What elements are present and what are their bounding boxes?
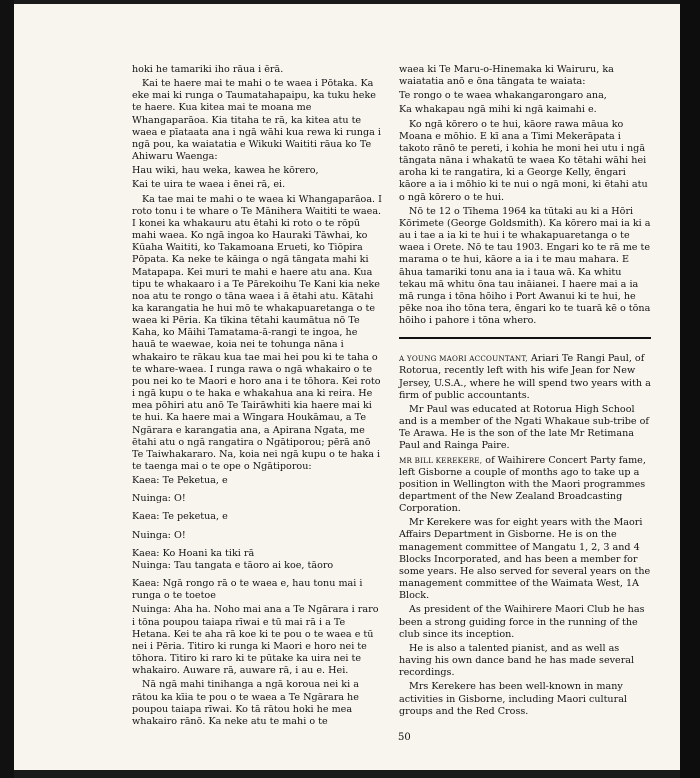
news-body: Ariari Te Rangi Paul, of Rotorua, recently left with his wife Jean for New Jersey, U.S.A., where he will spend two years with a firm of public accountants.	[399, 353, 651, 401]
paragraph: Kaea: Ngā rongo rā o te waea e, hau tonu mai i runga o te toetoe	[132, 578, 363, 602]
news-body: of Waihirere Concert Party fame, left Gisborne a couple of months ago to take up a position in Wellington with the Maori programmes department of the New Zealand Broadcasting Corporation.	[399, 454, 646, 515]
paragraph: Nuinga: Aha ha. Noho mai ana a Te Ngārara i raro i tōna poupou taiapa rīwai e tū mai rā i a Te Hetana. Kei te aha rā koe ki te pou o te waea e tū nei i Pēria. Titiro ki runga ki Maori e horo nei te tōhora. Titiro ki raro ki te pūtake ka uira nei te whakairo. Auware rā, auware rā, i au e. Hei.	[132, 604, 379, 677]
paragraph: hoki he tamariki iho rāua i ērā.	[132, 64, 284, 75]
news-body: As president of the Waihirere Maori Club he has been a strong guiding force in the running of the club since its inception.	[399, 604, 645, 640]
right-column-news-items	[399, 353, 651, 718]
scan-edge-left	[0, 0, 14, 778]
page-number: 50	[398, 732, 411, 743]
paragraph: Nō te 12 o Tīhema 1964 ka tūtaki au ki a Hōri Kōrimete (George Goldsmith). Ka kōrero mai ia ki a au i tae a ia ki te hui i te whakapuaretanga o te waea i Orete. Nō te tau 1903. Engari ko te rā me te marama o te hui, kāore a ia i te mau mahara. E āhua tamariki tonu ana ia i taua wā. Ka whitu tekau mā whitu ōna tau ināianei. I haere mai a ia mā runga i tōna hōiho i Port Awanui ki te hui, he pēke noa iho tōna tera, ēngari ko te tuarā kē o tōna hōiho i pahore i tōna whero.	[399, 205, 651, 327]
paragraph: Kai te uira te waea i ēnei rā, ei.	[132, 179, 286, 191]
news-body: Mr Kerekere was for eight years with the Maori Affairs Department in Gisborne. He is on the management committee of Mangatu 1, 2, 3 and 4 Blocks Incorporated, and has been a member for some years. He also served for several years on the management committee of the Waimata West, 1A Block.	[399, 517, 651, 602]
paragraph: Ka whakapau ngā mihi ki ngā kaimahi e.	[399, 104, 597, 116]
paragraph: Kaea: Te peketua, e	[132, 511, 228, 523]
left-column	[132, 64, 384, 730]
news-paragraph	[399, 604, 651, 640]
paragraph: Ko ngā kōrero o te hui, kāore rawa māua ko Moana e mōhio. E kī ana a Timi Mekerāpata i takoto rānō te pereti, i kohia he moni hei utu i ngā tāngata nāna i whakatū te waea Ko tētahi wāhi hei aroha ki te rangatira, ki a George Kelly, ēngari kāore a ia i mōhio ki te nui o ngā moni, ki ētahi atu o ngā kōrero o te hui.	[399, 118, 648, 203]
news-paragraph	[399, 353, 651, 402]
right-column-maori-text	[399, 64, 651, 327]
right-column	[399, 64, 651, 720]
paragraph: Nuinga: Tau tangata e tāoro ai koe, tāoro	[132, 559, 334, 571]
paragraph: Te rongo o te waea whakangarongaro ana,	[399, 90, 607, 102]
paragraph: Kaea: Te Peketua, e	[132, 475, 228, 487]
paragraph: Nā ngā mahi tinihanga a ngā koroua nei ki a rātou ka kīia te pou o te waea a Te Ngārara he poupou taiapa rīwai. Ko tā rātou hoki he mea whakairo rānō. Ka neke atu te mahi o te	[132, 679, 359, 727]
news-paragraph	[399, 681, 651, 717]
news-paragraph	[399, 455, 651, 516]
news-body: He is also a talented pianist, and as well as having his own dance band he has made several recordings.	[399, 642, 635, 679]
news-lead-caps: MR BILL KEREKERE,	[399, 455, 483, 465]
scan-edge-right	[680, 0, 700, 778]
paragraph: Nuinga: O!	[132, 493, 186, 505]
paragraph: Hau wiki, hau weka, kawea he kōrero,	[132, 165, 319, 177]
news-paragraph	[399, 404, 651, 453]
news-paragraph	[399, 643, 651, 679]
paragraph: Kaea: Ko Hoani ka tiki rā	[132, 547, 255, 559]
paragraph: Nuinga: O!	[132, 529, 186, 541]
section-divider	[399, 337, 651, 339]
news-lead-caps: A YOUNG MAORI ACCOUNTANT,	[399, 354, 528, 364]
news-paragraph	[399, 517, 651, 602]
paragraph: waea ki Te Maru-o-Hinemaka ki Wairuru, ka waiatatia anō e ōna tāngata te waiata:	[399, 64, 614, 88]
news-body: Mrs Kerekere has been well-known in many activities in Gisborne, including Maori cultural groups and the Red Cross.	[399, 681, 627, 717]
paragraph: Kai te haere mai te mahi o te waea i Pōtaka. Ka eke mai ki runga o Taumatahapaipu, ka tuku heke te haere. Kua kitea mai te moana me Whangaparāoa. Kia titaha te rā, ka kitea atu te waea e pīataata ana i ngā wāhi kua rewa ki runga i ngā pou, ka waiatatia e Wikuki Waititi rāua ko Te Ahiwaru Waenga:	[132, 78, 381, 163]
news-body: Mr Paul was educated at Rotorua High School and is a member of the Ngati Whakaue sub-tribe of Te Arawa. He is the son of the late Mr Retimana Paul and Rainga Paire.	[399, 403, 649, 452]
paragraph: Ka tae mai te mahi o te waea ki Whangaparāoa. I roto tonu i te whare o Te Mānihera Waititi te waea. I konei ka whakauru atu ētahi ki roto o te rōpū mahi waea. Ko ngā ingoa ko Hauraki Tāwhai, ko Kūaha Waititi, ko Takamoana Erueti, ko Tiōpira Pōpata. Ka neke te kāinga o ngā tāngata mahi ki Matapapa. Kei muri te mahi e haere atu ana. Kua tipu te whakaaro i a Te Pārekoihu Te Kani kia neke noa atu te rongo o tāna waea i ā ētahi atu. Kātahi ka karangatia he hui mō te whakapuaretanga o te waea ki Pēria. Ka tīkina tētahi kaumātua nō Te Kaha, ko Māihi Tamatama-ā-rangi te ingoa, he hauā te waewae, koia nei te tohunga nāna i whakairo te rākau kua tae mai hei pou ki te taha o te whare-waea. I runga rawa o ngā whakairo o te pou nei ko te Maori e horo ana i te tōhora. Kei roto i ngā kupu o te haka e whakahua ana ki reira. He mea pōhiri atu anō Te Tairāwhiti kia haere mai ki te hui. Ka haere mai a Wīngara Houkāmau, a Te Ngārara e karangatia ana, a Apirana Ngata, me ētahi atu o ngā rangatira o Ngātiporou; pērā anō Te Taiwhakararo. Na, koia nei ngā kupu o te haka i te taenga mai o te ope o Ngātiporou:	[132, 193, 382, 472]
